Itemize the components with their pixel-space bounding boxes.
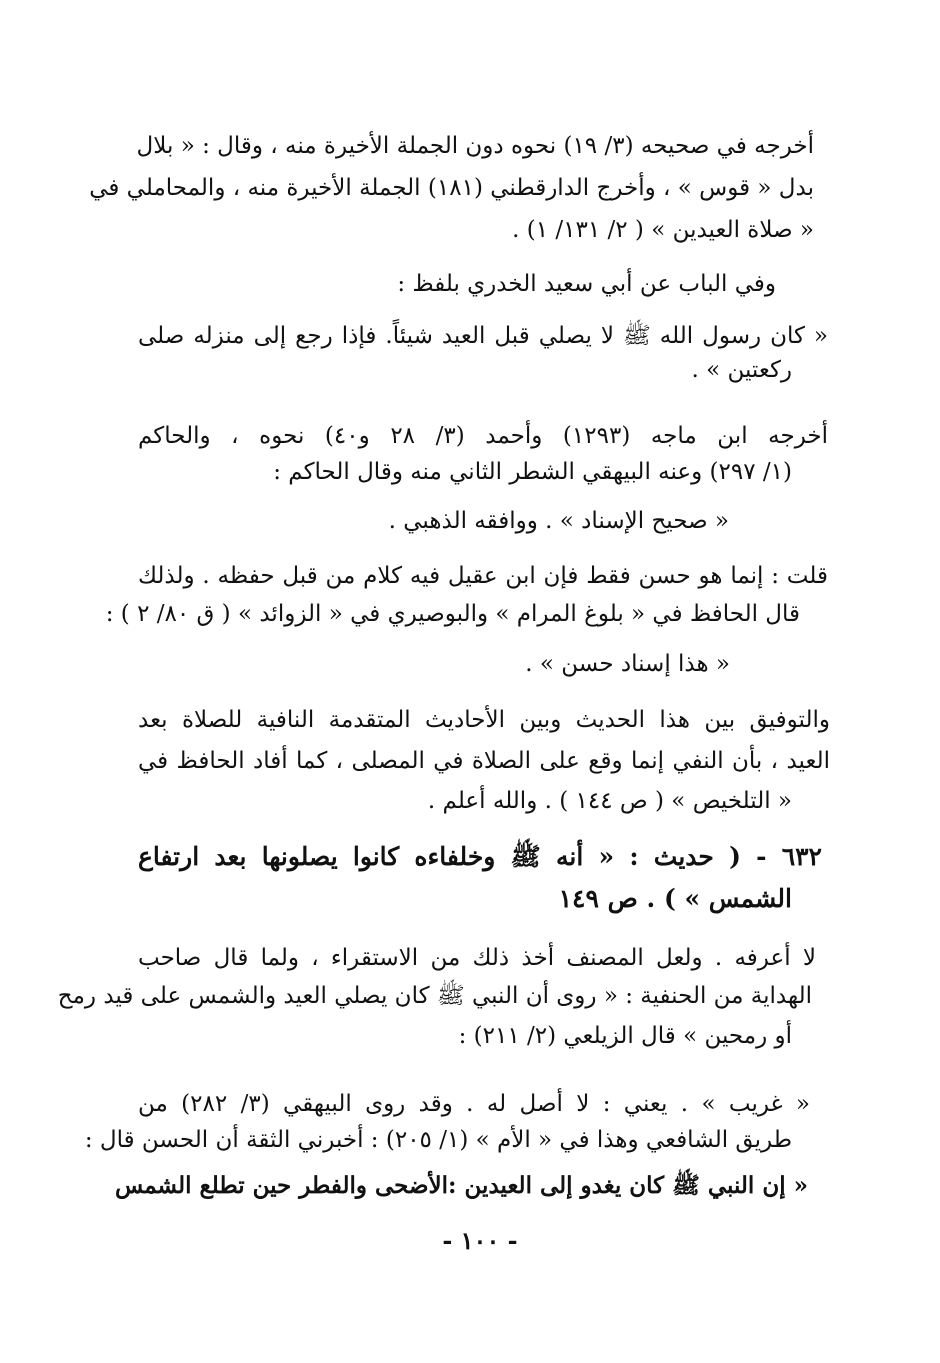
text-line: « كان رسول الله ﷺ لا يصلي قبل العيد شيئاً. فإذا رجع إلى منزله صلى xyxy=(138,323,828,349)
text-line: العيد ، بأن النفي إنما وقع على الصلاة في المصلى ، كما أفاد الحافظ في xyxy=(138,748,830,774)
text-line: أخرجه ابن ماجه (١٢٩٣) وأحمد (٣/ ٢٨ و٤٠) نحوه ، والحاكم xyxy=(138,423,829,449)
page-number: - ١٠٠ - xyxy=(442,1226,518,1255)
text-line: أو رمحين » قال الزيلعي (٢/ ٢١١) : xyxy=(458,1023,792,1049)
text-line: أخرجه في صحيحه (٣/ ١٩) نحوه دون الجملة الأخيرة منه ، وقال : « بلال xyxy=(136,133,814,159)
text-line: قال الحافظ في « بلوغ المرام » والبوصيري في « الزوائد » ( ق ٨٠/ ٢ ) : xyxy=(105,601,800,627)
text-line: بدل « قوس » ، وأخرج الدارقطني (١٨١) الجملة الأخيرة منه ، والمحاملي في xyxy=(89,175,814,201)
hadith-heading: ٦٣٢ - ( حديث : « أنه ﷺ وخلفاءه كانوا يصلونها بعد ارتفاع xyxy=(138,842,822,871)
text-line: « هذا إسناد حسن » . xyxy=(525,651,730,677)
text-line: « غريب » . يعني : لا أصل له . وقد روى البيهقي (٣/ ٢٨٢) من xyxy=(138,1091,810,1117)
text-line: « إن النبي ﷺ كان يغدو إلى العيدين :الأضحى والفطر حين تطلع الشمس xyxy=(114,1172,808,1199)
text-line: وفي الباب عن أبي سعيد الخدري بلفظ : xyxy=(397,271,776,297)
hadith-heading-cont: الشمس » ) . ص ١٤٩ xyxy=(558,884,792,913)
text-line: ركعتين » . xyxy=(691,357,792,383)
text-line: والتوفيق بين هذا الحديث وبين الأحاديث المتقدمة النافية للصلاة بعد xyxy=(138,707,830,733)
text-line: قلت : إنما هو حسن فقط فإن ابن عقيل فيه كلام من قبل حفظه . ولذلك xyxy=(138,563,828,589)
text-line: « صحيح الإسناد » . ووافقه الذهبي . xyxy=(388,508,729,534)
text-line: لا أعرفه . ولعل المصنف أخذ ذلك من الاستقراء ، ولما قال صاحب xyxy=(138,945,816,971)
text-line: الهداية من الحنفية : « روى أن النبي ﷺ كان يصلي العيد والشمس على قيد رمح xyxy=(57,983,812,1009)
text-line: « التلخيص » ( ص ١٤٤ ) . والله أعلم . xyxy=(427,788,792,814)
text-line: (١/ ٢٩٧) وعنه البيهقي الشطر الثاني منه وقال الحاكم : xyxy=(273,459,792,485)
text-line: طريق الشافعي وهذا في « الأم » (١/ ٢٠٥) : أخبرني الثقة أن الحسن قال : xyxy=(84,1127,792,1153)
text-line: « صلاة العيدين » ( ٢/ ١٣١/ ١) . xyxy=(512,217,814,243)
